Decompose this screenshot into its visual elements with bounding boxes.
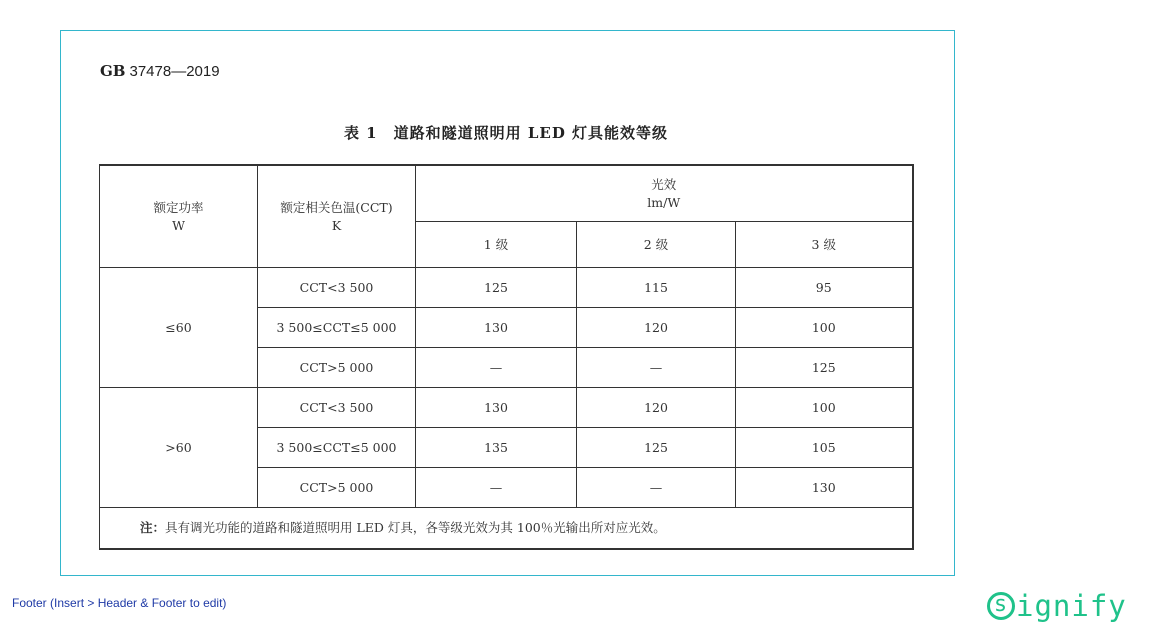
grade-3-cell: 105: [736, 428, 913, 468]
document-image-frame: [60, 30, 955, 576]
grade-3-cell: 100: [736, 308, 913, 348]
standard-code: GB 37478—2019: [100, 62, 220, 80]
grade-3-cell: 125: [736, 348, 913, 388]
grade-1-cell: 125: [416, 268, 577, 308]
grade-1-cell: 130: [416, 388, 577, 428]
signify-logo: [987, 588, 1127, 624]
header-power: 额定功率 W: [100, 165, 258, 268]
grade-1-cell: 130: [416, 308, 577, 348]
grade-2-cell: 125: [577, 428, 736, 468]
grade-2-cell: 120: [577, 388, 736, 428]
cct-cell: CCT>5 000: [258, 468, 416, 508]
header-grade-1: 1 级: [416, 222, 577, 268]
table-note: [100, 508, 913, 550]
cct-cell: 3 500≤CCT≤5 000: [258, 308, 416, 348]
header-cct: 额定相关色温(CCT) K: [258, 165, 416, 268]
grade-2-cell: —: [577, 468, 736, 508]
cct-cell: CCT>5 000: [258, 348, 416, 388]
logo-initial: s: [987, 592, 1015, 620]
note-label: 注：: [140, 520, 166, 535]
power-cell: >60: [100, 388, 258, 508]
table-row: [100, 388, 913, 428]
grade-1-cell: —: [416, 348, 577, 388]
power-cell: ≤60: [100, 268, 258, 388]
cct-cell: CCT<3 500: [258, 268, 416, 308]
efficacy-table: [99, 164, 914, 550]
grade-1-cell: 135: [416, 428, 577, 468]
header-grade-2: 2 级: [577, 222, 736, 268]
logo-text: ignify: [1016, 589, 1127, 623]
grade-1-cell: —: [416, 468, 577, 508]
table-title: 表 1 道路和隧道照明用 LED 灯具能效等级: [343, 124, 669, 142]
note-text: 具有调光功能的道路和隧道照明用 LED 灯具，各等级光效为其 100％光输出所对应光效。: [165, 520, 666, 535]
cct-cell: 3 500≤CCT≤5 000: [258, 428, 416, 468]
grade-3-cell: 100: [736, 388, 913, 428]
table-row: [100, 268, 913, 308]
slide-footer: Footer (Insert > Header & Footer to edit): [12, 596, 227, 610]
grade-2-cell: 120: [577, 308, 736, 348]
grade-2-cell: 115: [577, 268, 736, 308]
grade-3-cell: 130: [736, 468, 913, 508]
header-efficacy: 光效 lm/W: [416, 165, 913, 222]
header-grade-3: 3 级: [736, 222, 913, 268]
grade-2-cell: —: [577, 348, 736, 388]
cct-cell: CCT<3 500: [258, 388, 416, 428]
grade-3-cell: 95: [736, 268, 913, 308]
